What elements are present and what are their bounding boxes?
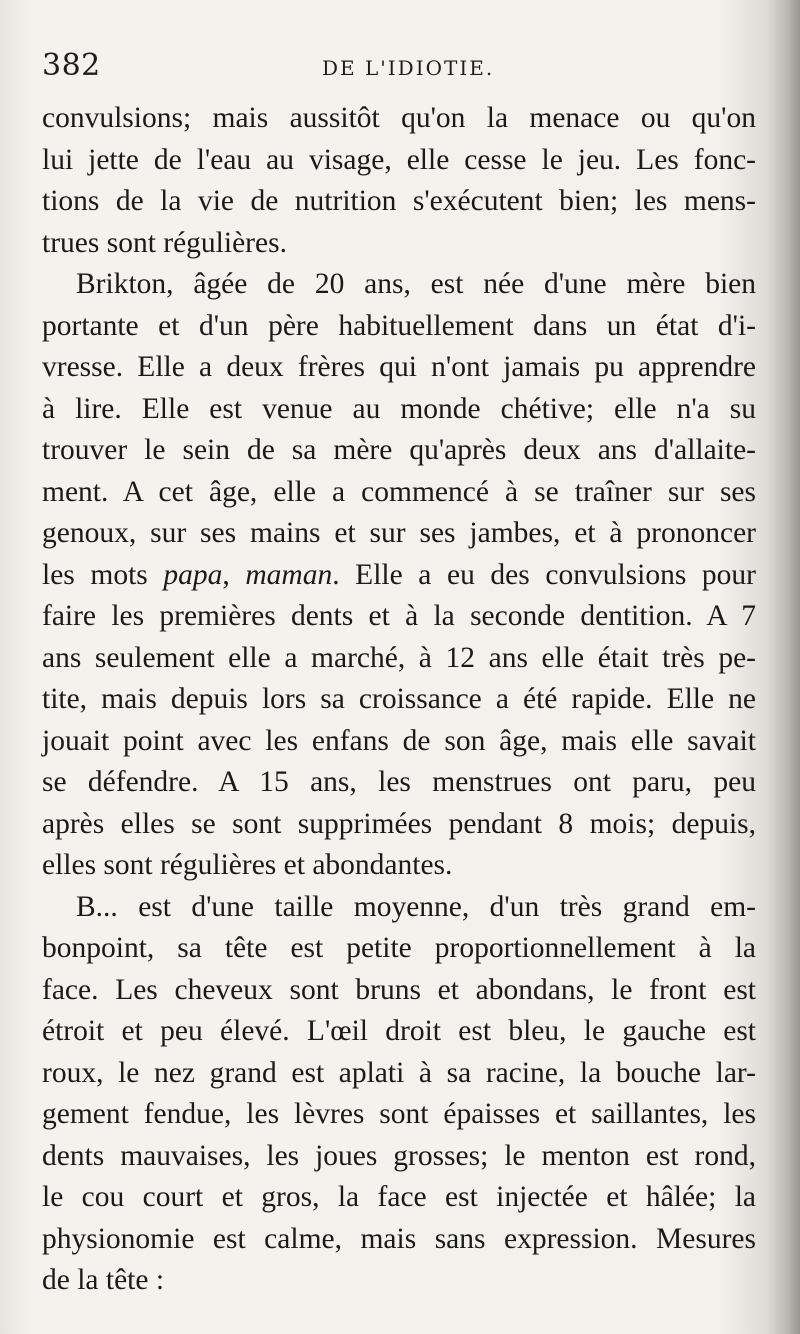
text-run: . Elle a eu des convulsions pour <box>332 558 756 591</box>
text-line: roux, le nez grand est aplati à sa racine, la bouche lar- <box>42 1056 756 1089</box>
text-line: Brikton, âgée de 20 ans, est née d'une mère bien <box>76 268 756 300</box>
text-line: le cou court et gros, la face est injectée et hâlée; la <box>42 1181 756 1213</box>
text-run: les mots <box>42 558 164 591</box>
text-line: portante et d'un père habituellement dans un état d'i- <box>42 309 756 342</box>
italic-word: papa <box>163 558 223 591</box>
text-line: de la tête : <box>42 1264 165 1296</box>
text-line: genoux, sur ses mains et sur ses jambes, et à prononcer <box>42 517 756 549</box>
text-line: tions de la vie de nutrition s'exécutent bien; les mens- <box>42 185 756 217</box>
text-line: gement fendue, les lèvres sont épaisses et saillantes, les <box>42 1098 756 1130</box>
text-line-with-italics <box>42 555 756 597</box>
text-line: convulsions; mais aussitôt qu'on la menace ou qu'on <box>42 102 756 134</box>
text-line: vresse. Elle a deux frères qui n'ont jamais pu apprendre <box>42 351 756 383</box>
text-line: à lire. Elle est venue au monde chétive; elle n'a su <box>42 392 756 425</box>
body-text <box>42 98 756 1302</box>
text-line: jouait point avec les enfans de son âge, mais elle savait <box>42 724 756 757</box>
text-line: face. Les cheveux sont bruns et abondans, le front est <box>42 973 756 1006</box>
text-line: après elles se sont supprimées pendant 8 mois; depuis, <box>42 807 756 840</box>
text-run: , <box>222 558 246 591</box>
text-line: trouver le sein de sa mère qu'après deux ans d'allaite- <box>42 434 756 466</box>
italic-word: maman <box>245 558 333 591</box>
text-line: physionomie est calme, mais sans expression. Mesures <box>42 1222 756 1255</box>
text-line: dents mauvaises, les joues grosses; le menton est rond, <box>42 1139 756 1172</box>
text-line: faire les premières dents et à la seconde dentition. A 7 <box>42 600 756 632</box>
text-line: bonpoint, sa tête est petite proportionnellement à la <box>42 932 756 964</box>
text-line: ans seulement elle a marché, à 12 ans elle était très pe- <box>42 641 756 674</box>
text-line: ment. A cet âge, elle a commencé à se traîner sur ses <box>42 475 756 508</box>
text-line: étroit et peu élevé. L'œil droit est bleu, le gauche est <box>42 1015 756 1047</box>
text-line: se défendre. A 15 ans, les menstrues ont paru, peu <box>42 766 756 798</box>
text-line: elles sont régulières et abondantes. <box>42 849 453 881</box>
text-line: B... est d'une taille moyenne, d'un très grand em- <box>76 890 756 923</box>
text-line: lui jette de l'eau au visage, elle cesse le jeu. Les fonc- <box>42 143 756 176</box>
page-edge-shadow <box>766 0 800 1334</box>
running-head: DE L'IDIOTIE. <box>322 56 495 80</box>
page-number: 382 <box>42 48 101 83</box>
text-line: tite, mais depuis lors sa croissance a été rapide. Elle ne <box>42 683 756 715</box>
text-line: trues sont régulières. <box>42 226 287 259</box>
page-header <box>42 48 758 88</box>
